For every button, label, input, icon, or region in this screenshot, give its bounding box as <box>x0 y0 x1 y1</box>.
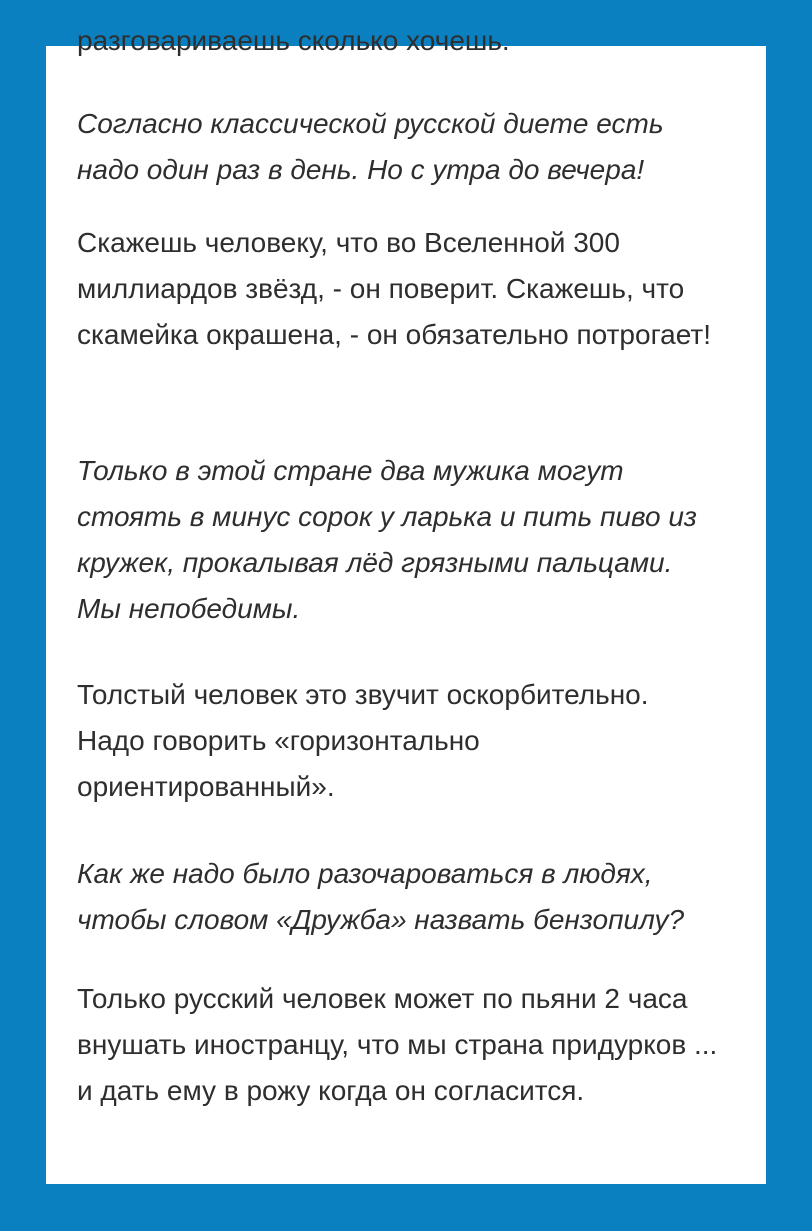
joke-paragraph-3: Только в этой стране два мужика могут стоять в минус сорок у ларька и пить пиво из кружек, прокалывая лёд грязными пальцами. Мы непобедимы. <box>77 455 697 624</box>
joke-paragraph-1: Согласно классической русской диете есть надо один раз в день. Но с утра до вечера! <box>77 108 664 185</box>
joke-paragraph-4: Толстый человек это звучит оскорбительно. Надо говорить «горизонтально ориентированный». <box>77 679 649 802</box>
joke-paragraph-5: Как же надо было разочароваться в людях, чтобы словом «Дружба» назвать бензопилу? <box>77 858 685 935</box>
joke-paragraph-2: Скажешь человеку, что во Вселенной 300 миллиардов звёзд, - он поверит. Скажешь, что скамейка окрашена, - он обязательно потрогает! <box>77 227 711 350</box>
truncated-line: разговариваешь сколько хочешь. <box>77 25 510 56</box>
article-card <box>46 25 766 1184</box>
joke-paragraph-6: Только русский человек может по пьяни 2 часа внушать иностранцу, что мы страна придурков ... и дать ему в рожу когда он согласится. <box>77 983 718 1106</box>
